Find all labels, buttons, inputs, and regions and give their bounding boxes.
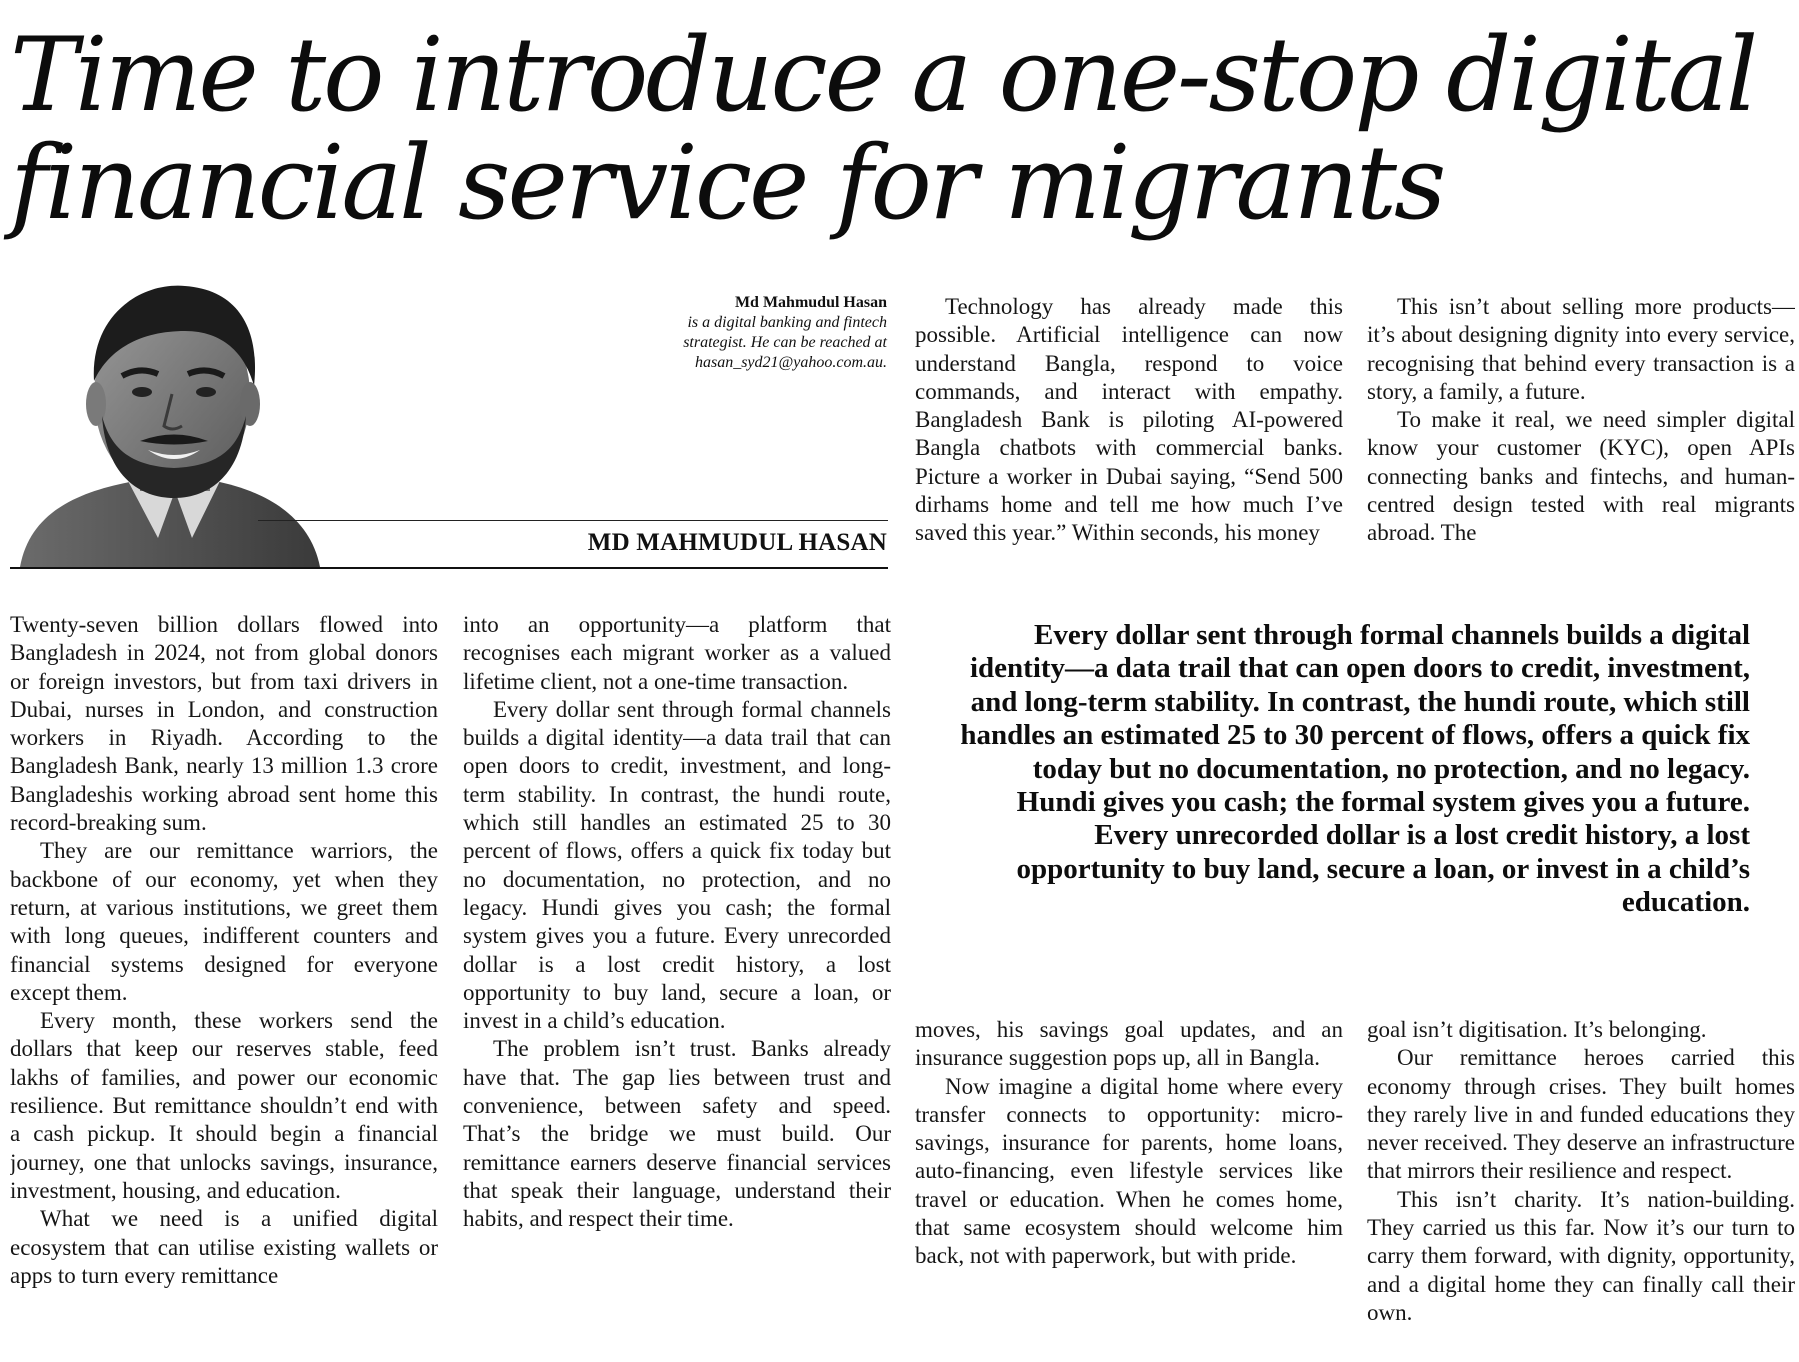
byline: MD MAHMUDUL HASAN	[587, 529, 887, 556]
author-bio-line-1: is a digital banking and fintech	[687, 314, 887, 331]
article-column-4-top	[1367, 293, 1795, 573]
byline-rule-bottom	[10, 567, 888, 569]
article-column-3-top	[915, 293, 1343, 573]
paragraph: moves, his savings goal updates, and an insurance suggestion pops up, all in Bangla.	[915, 1017, 1343, 1071]
paragraph: They are our remittance warriors, the backbone of our economy, yet when they return, at various institutions, we greet them with long queues, indifferent counters and financial systems designed for everyone except them.	[10, 838, 438, 1005]
author-email: hasan_syd21@yahoo.com.au.	[694, 354, 887, 371]
paragraph: This isn’t charity. It’s nation-building. They carried us this far. Now it’s our turn to carry them forward, with dignity, opportunity, and a digital home they can finally call their own.	[1367, 1186, 1795, 1325]
article-column-1	[10, 611, 438, 1351]
paragraph: Every dollar sent through formal channels builds a digital identity—a data trail that can open doors to credit, investment, and long-term stability. In contrast, the hundi route, which still handles an estimated 25 to 30 percent of flows, offers a quick fix today but no documentation, no protection, and no legacy. Hundi gives you cash; the formal system gives you a future. Every unrecorded dollar is a lost credit history, a lost opportunity to buy land, secure a loan, or invest in a child’s education.	[463, 696, 891, 1034]
paragraph: Our remittance heroes carried this economy through crises. They built homes they rarely live in and funded educations they never received. They deserve an infrastructure that mirrors their resilience and respect.	[1367, 1045, 1795, 1184]
byline-rule-top	[258, 520, 888, 521]
headline	[10, 16, 1790, 243]
paragraph: Every month, these workers send the dollars that keep our reserves stable, feed lakhs of families, and power our economic resilience. But remittance shouldn’t end with a cash pickup. It should begin a financial journey, one that unlocks savings, insurance, investment, housing, and education.	[10, 1008, 438, 1203]
article-column-3-bottom	[915, 1016, 1343, 1351]
author-bio-name: Md Mahmudul Hasan	[734, 294, 887, 311]
author-bio	[557, 293, 887, 373]
paragraph: The problem isn’t trust. Banks already have that. The gap lies between trust and convenience, between safety and speed. That’s the bridge we must build. Our remittance earners deserve financial services that speak their language, understand their habits, and respect their time.	[463, 1036, 891, 1232]
article-column-4-bottom	[1367, 1016, 1795, 1351]
author-bio-line-2: strategist. He can be reached at	[683, 334, 887, 351]
pull-quote: Every dollar sent through formal channels builds a digital identity—a data trail that can open doors to credit, investment, and long-term stability. In contrast, the hundi route, which still handles an estimated 25 to 30 percent of flows, offers a quick fix today but no documentation, no protection, and no legacy. Hundi gives you cash; the formal system gives you a future. Every unrecorded dollar is a lost credit history, a lost opportunity to buy land, secure a loan, or invest in a child’s education.	[960, 619, 1750, 919]
paragraph: goal isn’t digitisation. It’s belonging.	[1367, 1017, 1707, 1042]
paragraph: This isn’t about selling more products—it’s about designing dignity into every service, recognising that behind every transaction is a story, a family, a future.	[1367, 294, 1795, 404]
paragraph: To make it real, we need simpler digital know your customer (KYC), open APIs connecting banks and fintechs, and human-centred design tested with real migrants abroad. The	[1367, 407, 1795, 546]
headline-line-2: financial service for migrants	[10, 124, 1444, 243]
article-column-2	[463, 611, 891, 1351]
paragraph: Now imagine a digital home where every transfer connects to opportunity: micro-savings, insurance for parents, home loans, auto-financing, even lifestyle services like travel or education. When he comes home, that same ecosystem should welcome him back, not with paperwork, but with pride.	[915, 1073, 1343, 1269]
paragraph: What we need is a unified digital ecosystem that can utilise existing wallets or apps to turn every remittance	[10, 1206, 438, 1288]
headline-line-1: Time to introduce a one-stop digital	[10, 16, 1756, 135]
paragraph: into an opportunity—a platform that recognises each migrant worker as a valued lifetime client, not a one-time transaction.	[463, 612, 891, 694]
paragraph: Technology has already made this possible. Artificial intelligence can now understand Bangla, respond to voice commands, and interact with empathy. Bangladesh Bank is piloting AI-powered Bangla chatbots with commercial banks. Picture a worker in Dubai saying, “Send 500 dirhams home and tell me how much I’ve saved this year.” Within seconds, his money	[915, 294, 1343, 546]
paragraph: Twenty-seven billion dollars flowed into Bangladesh in 2024, not from global donors or foreign investors, but from taxi drivers in Dubai, nurses in London, and construction workers in Riyadh. According to the Bangladesh Bank, nearly 13 million 1.3 crore Bangladeshis working abroad sent home this record-breaking sum.	[10, 612, 438, 836]
author-photo	[10, 276, 355, 567]
